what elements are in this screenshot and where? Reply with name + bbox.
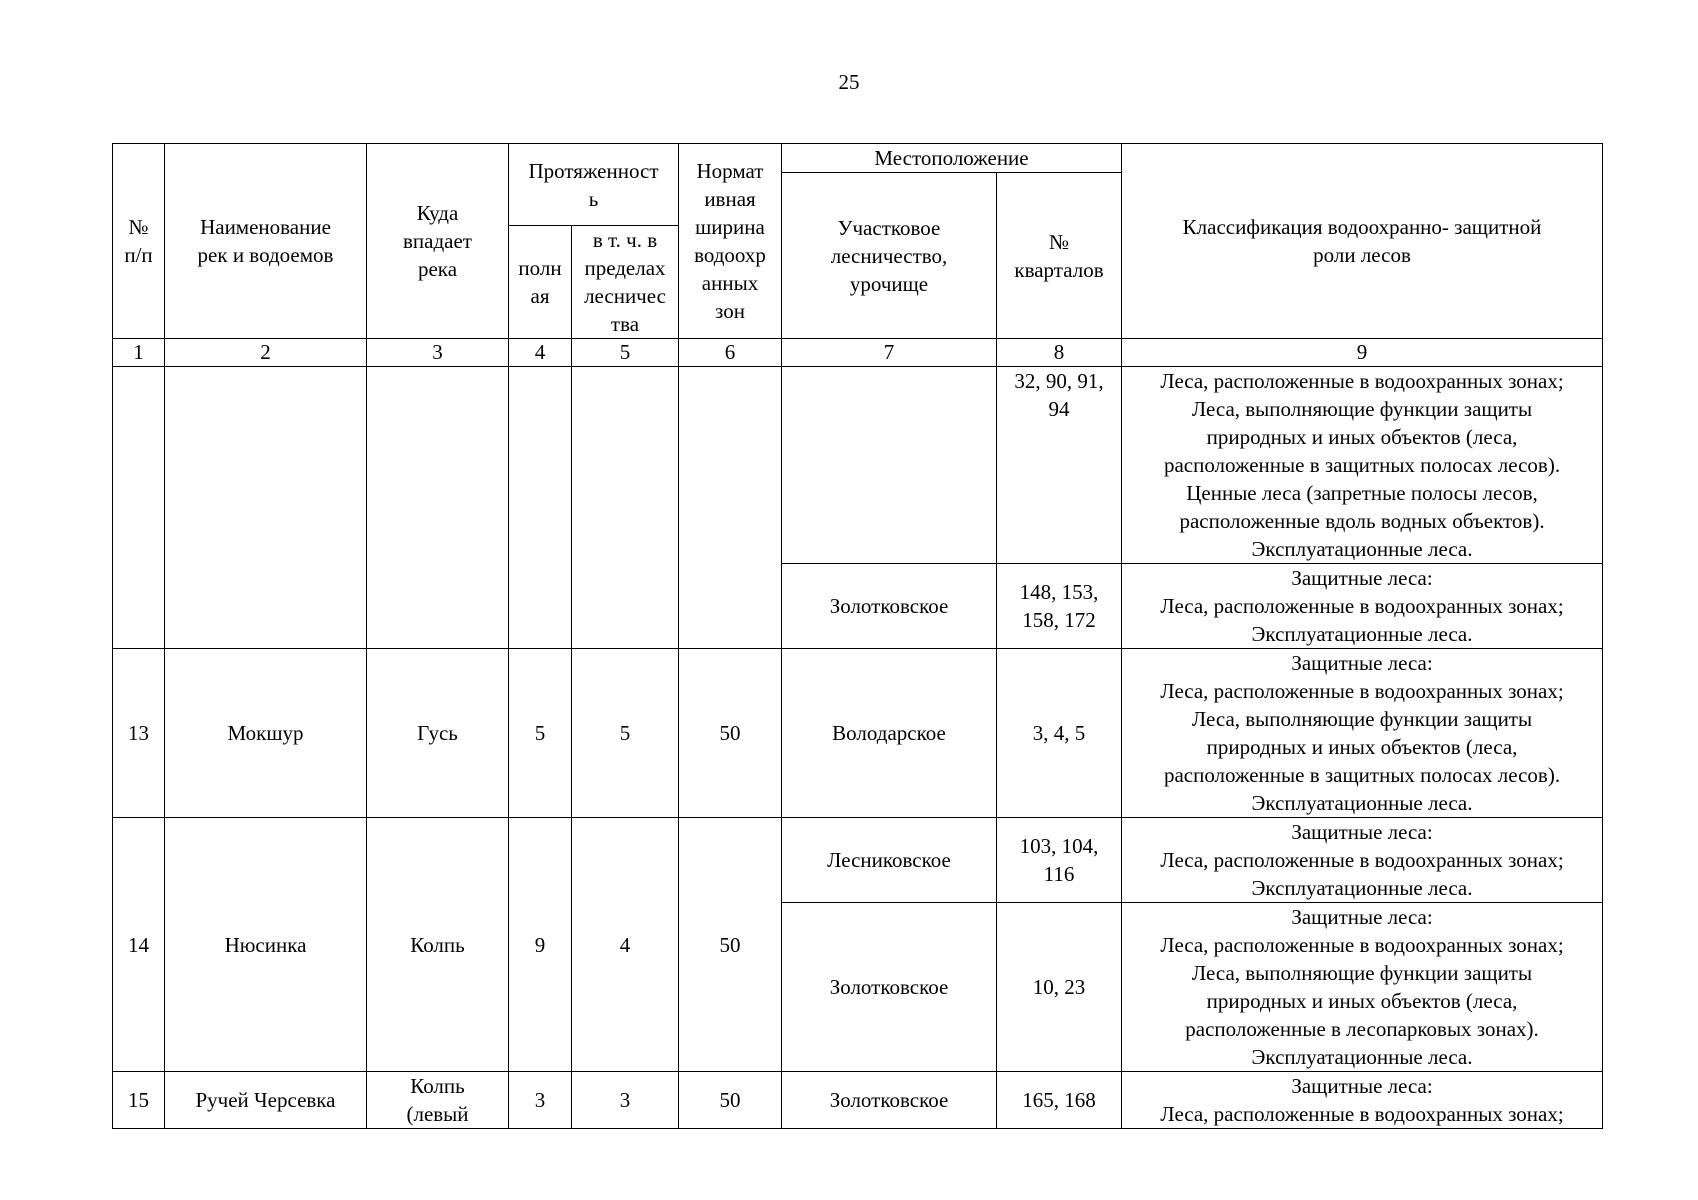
cell-length-within [572,367,679,649]
table-row [113,367,1603,564]
cell-width: 50 [679,649,782,818]
cell-forestry: Лесниковское [782,818,997,903]
cell-classification: Защитные леса: Леса, расположенные в водоохранных зонах; Леса, выполняющие функции защиты природных и иных объектов (леса, расположенные в лесопарковых зонах). Эксплуатационные леса. [1122,903,1603,1072]
column-number: 7 [782,339,997,367]
cell-length-full: 5 [509,649,572,818]
cell-quarters: 103, 104, 116 [997,818,1122,903]
column-number: 5 [572,339,679,367]
cell-num: 15 [113,1072,165,1129]
cell-length-within: 5 [572,649,679,818]
header-length-within: в т. ч. в пределах лесничес тва [572,226,679,339]
header-row-1 [113,144,1603,173]
cell-width: 50 [679,818,782,1072]
cell-forestry [782,367,997,564]
header-length: Протяженност ь [509,144,679,226]
table-row [113,649,1603,818]
cell-num: 14 [113,818,165,1072]
cell-width [679,367,782,649]
cell-length-within: 3 [572,1072,679,1129]
header-width: Нормат ивная ширина водоохр анных зон [679,144,782,339]
cell-forestry: Володарское [782,649,997,818]
cell-classification: Защитные леса: Леса, расположенные в водоохранных зонах; Эксплуатационные леса. [1122,818,1603,903]
column-number: 4 [509,339,572,367]
cell-classification: Защитные леса: Леса, расположенные в водоохранных зонах; Эксплуатационные леса. [1122,564,1603,649]
cell-forestry: Золотковское [782,564,997,649]
column-number: 9 [1122,339,1603,367]
cell-quarters: 148, 153, 158, 172 [997,564,1122,649]
cell-length-full: 3 [509,1072,572,1129]
cell-name: Мокшур [165,649,367,818]
cell-outlet: Колпь [367,818,509,1072]
cell-outlet: Колпь (левый [367,1072,509,1129]
cell-quarters: 10, 23 [997,903,1122,1072]
cell-length-full [509,367,572,649]
column-number: 2 [165,339,367,367]
cell-name [165,367,367,649]
cell-classification: Защитные леса: Леса, расположенные в водоохранных зонах; [1122,1072,1603,1129]
cell-length-full: 9 [509,818,572,1072]
cell-outlet [367,367,509,649]
header-forestry: Участковое лесничество, урочище [782,173,997,339]
column-number: 8 [997,339,1122,367]
column-number: 6 [679,339,782,367]
header-quarters: № кварталов [997,173,1122,339]
table-row [113,1072,1603,1129]
header-classification: Классификация водоохранно- защитной роли лесов [1122,144,1603,339]
cell-num: 13 [113,649,165,818]
table-row [113,818,1603,903]
cell-classification: Леса, расположенные в водоохранных зонах; Леса, выполняющие функции защиты природных и иных объектов (леса, расположенные в защитных полосах лесов). Ценные леса (запретные полосы лесов, расположенные вдоль водных объектов). Эксплуатационные леса. [1122,367,1603,564]
page-number: 25 [838,70,860,94]
column-number-row [113,339,1603,367]
cell-name: Нюсинка [165,818,367,1072]
cell-forestry: Золотковское [782,903,997,1072]
cell-classification: Защитные леса: Леса, расположенные в водоохранных зонах; Леса, выполняющие функции защиты природных и иных объектов (леса, расположенные в защитных полосах лесов). Эксплуатационные леса. [1122,649,1603,818]
cell-width: 50 [679,1072,782,1129]
cell-outlet: Гусь [367,649,509,818]
cell-name: Ручей Черсевка [165,1072,367,1129]
header-outlet: Куда впадает река [367,144,509,339]
cell-forestry: Золотковское [782,1072,997,1129]
column-number: 1 [113,339,165,367]
cell-quarters: 3, 4, 5 [997,649,1122,818]
header-length-full: полн ая [509,226,572,339]
cell-length-within: 4 [572,818,679,1072]
header-name: Наименование рек и водоемов [165,144,367,339]
cell-quarters: 165, 168 [997,1072,1122,1129]
cell-num [113,367,165,649]
column-number: 3 [367,339,509,367]
cell-quarters: 32, 90, 91, 94 [997,367,1122,564]
rivers-table [112,143,1603,1129]
header-location: Местоположение [782,144,1122,173]
header-num: № п/п [113,144,165,339]
